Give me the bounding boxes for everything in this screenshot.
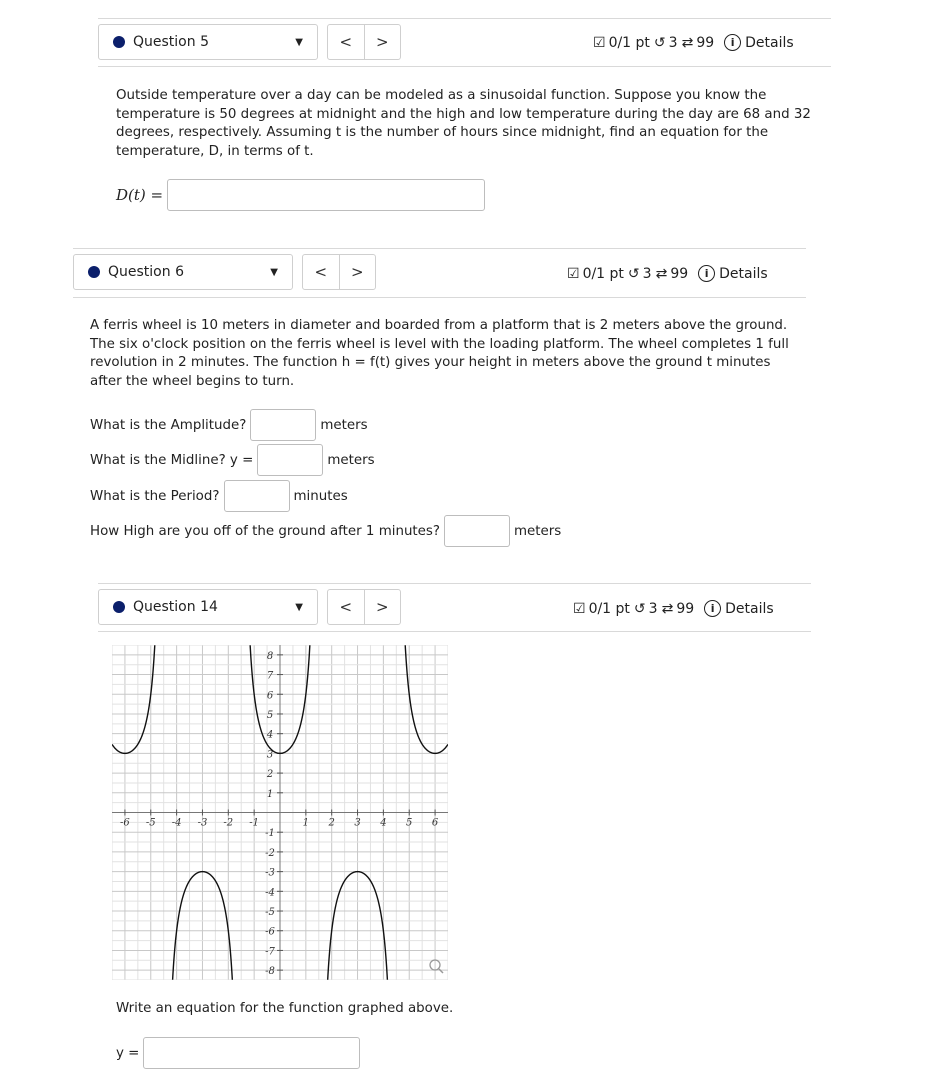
attempts-icon: ⇄ xyxy=(661,600,674,617)
q6-meta xyxy=(567,265,772,282)
q6-amp-unit: meters xyxy=(320,417,368,433)
q5-header-rule xyxy=(98,66,831,67)
y-tick-label: -2 xyxy=(265,847,275,859)
x-tick-label: 6 xyxy=(431,817,439,829)
q6-selector-label: Question 6 xyxy=(108,264,184,280)
attempts-icon: ⇄ xyxy=(655,265,668,282)
q5-answer-input[interactable] xyxy=(167,179,485,211)
y-tick-label: -7 xyxy=(265,946,275,958)
q6-prev-button[interactable]: < xyxy=(314,263,328,281)
x-tick-label: 5 xyxy=(406,817,413,829)
info-icon[interactable]: i xyxy=(724,34,741,51)
y-tick-label: 7 xyxy=(266,670,274,682)
status-dot-icon xyxy=(113,36,125,48)
y-tick-label: 2 xyxy=(266,769,274,781)
q14-meta xyxy=(573,600,778,617)
x-tick-label: -5 xyxy=(145,817,156,829)
q6-midline-input[interactable] xyxy=(257,444,323,476)
q6-high-label: How High are you off of the ground after 1 minutes? xyxy=(90,523,440,539)
info-icon[interactable]: i xyxy=(698,265,715,282)
q6-height-row xyxy=(90,515,561,547)
retry-icon: ↺ xyxy=(633,600,646,617)
x-tick-label: -4 xyxy=(171,817,182,829)
q14-question-selector[interactable] xyxy=(98,589,318,625)
caret-down-icon: ▼ xyxy=(270,266,278,278)
q14-header-rule xyxy=(98,631,811,632)
q5-answer-row xyxy=(116,179,485,211)
q14-details-link[interactable]: Details xyxy=(725,600,774,617)
q6-next-button[interactable]: > xyxy=(339,255,376,289)
status-dot-icon xyxy=(88,266,100,278)
q14-retries: 3 xyxy=(648,600,658,617)
q5-attempts: 99 xyxy=(696,34,715,51)
q6-nav xyxy=(302,254,376,290)
caret-down-icon: ▼ xyxy=(295,601,303,613)
q6-question-selector[interactable] xyxy=(73,254,293,290)
q14-nav xyxy=(327,589,401,625)
y-tick-label: -6 xyxy=(265,926,275,938)
y-tick-label: -8 xyxy=(265,966,275,978)
x-tick-label: -2 xyxy=(223,817,234,829)
y-tick-label: -4 xyxy=(265,887,275,899)
curve-branch xyxy=(112,645,155,753)
attempts-icon: ⇄ xyxy=(681,34,694,51)
caret-down-icon: ▼ xyxy=(295,36,303,48)
y-tick-label: -1 xyxy=(265,828,275,840)
q6-high-unit: meters xyxy=(514,523,562,539)
q6-retries: 3 xyxy=(642,265,652,282)
x-tick-label: 2 xyxy=(328,817,335,829)
q6-amp-label: What is the Amplitude? xyxy=(90,417,247,433)
q5-score: 0/1 pt xyxy=(608,34,650,51)
q5-meta xyxy=(593,34,798,51)
function-graph xyxy=(112,645,448,980)
q5-prev-button[interactable]: < xyxy=(339,33,353,51)
q14-prompt: Write an equation for the function graphed above. xyxy=(116,1001,454,1016)
q5-nav xyxy=(327,24,401,60)
q6-per-unit: minutes xyxy=(293,488,348,504)
zoom-icon-handle xyxy=(439,969,443,973)
y-tick-label: 1 xyxy=(266,788,274,800)
q6-height-input[interactable] xyxy=(444,515,510,547)
retry-icon: ↺ xyxy=(653,34,666,51)
q14-attempts: 99 xyxy=(676,600,695,617)
q5-next-button[interactable]: > xyxy=(364,25,401,59)
q14-next-button[interactable]: > xyxy=(364,590,401,624)
y-tick-label: 8 xyxy=(266,650,274,662)
q6-mid-label: What is the Midline? y = xyxy=(90,452,254,468)
q6-amplitude-row xyxy=(90,409,368,441)
q6-period-input[interactable] xyxy=(224,480,290,512)
q5-details-link[interactable]: Details xyxy=(745,34,794,51)
q6-mid-unit: meters xyxy=(327,452,375,468)
q6-details-link[interactable]: Details xyxy=(719,265,768,282)
x-tick-label: -6 xyxy=(120,817,130,829)
checkbox-icon: ☑ xyxy=(593,34,606,51)
q5-top-rule xyxy=(98,18,831,19)
y-tick-label: -5 xyxy=(265,907,275,919)
x-tick-label: -1 xyxy=(249,817,260,829)
curve-branch xyxy=(405,645,448,753)
q5-question-text: Outside temperature over a day can be modeled as a sinusoidal function. Suppose you know the temperature is 50 degrees at midnight and the high and low temperature during the day are 68 and 32 degrees, respectively. Assuming t is the number of hours since midnight, find an equation for the temperature, D, in terms of t. xyxy=(116,88,811,159)
q5-retries: 3 xyxy=(668,34,678,51)
q6-per-label: What is the Period? xyxy=(90,488,220,504)
q6-period-row xyxy=(90,480,348,512)
q6-question-text: A ferris wheel is 10 meters in diameter and boarded from a platform that is 2 meters above the ground. The six o'clock position on the ferris wheel is level with the loading platform. The wheel completes 1 full revolution in 2 minutes. The function h = f(t) gives your height in meters above the ground t minutes after the wheel begins to turn. xyxy=(90,318,789,389)
y-tick-label: 3 xyxy=(266,749,274,761)
q14-answer-input[interactable] xyxy=(143,1037,360,1069)
q5-question-selector[interactable] xyxy=(98,24,318,60)
y-tick-label: 4 xyxy=(266,729,274,741)
y-tick-label: 6 xyxy=(266,690,274,702)
y-tick-label: -3 xyxy=(265,867,275,879)
x-tick-label: 4 xyxy=(380,817,387,829)
q14-top-rule xyxy=(98,583,811,584)
q6-amplitude-input[interactable] xyxy=(250,409,316,441)
x-tick-label: 3 xyxy=(354,817,361,829)
q6-midline-row xyxy=(90,444,375,476)
q5-selector-label: Question 5 xyxy=(133,34,209,50)
q6-attempts: 99 xyxy=(670,265,689,282)
checkbox-icon: ☑ xyxy=(567,265,580,282)
q6-top-rule xyxy=(73,248,806,249)
q14-answer-label: y = xyxy=(116,1045,140,1061)
checkbox-icon: ☑ xyxy=(573,600,586,617)
x-tick-label: -3 xyxy=(197,817,208,829)
q6-header-rule xyxy=(73,297,806,298)
y-tick-label: 5 xyxy=(266,709,274,721)
status-dot-icon xyxy=(113,601,125,613)
q6-score: 0/1 pt xyxy=(582,265,624,282)
q14-selector-label: Question 14 xyxy=(133,599,218,615)
x-tick-label: 1 xyxy=(302,817,310,829)
q14-score: 0/1 pt xyxy=(588,600,630,617)
q14-answer-row xyxy=(116,1037,360,1069)
q5-answer-label: D(t) = xyxy=(116,186,164,204)
retry-icon: ↺ xyxy=(627,265,640,282)
info-icon[interactable]: i xyxy=(704,600,721,617)
q14-prev-button[interactable]: < xyxy=(339,598,353,616)
